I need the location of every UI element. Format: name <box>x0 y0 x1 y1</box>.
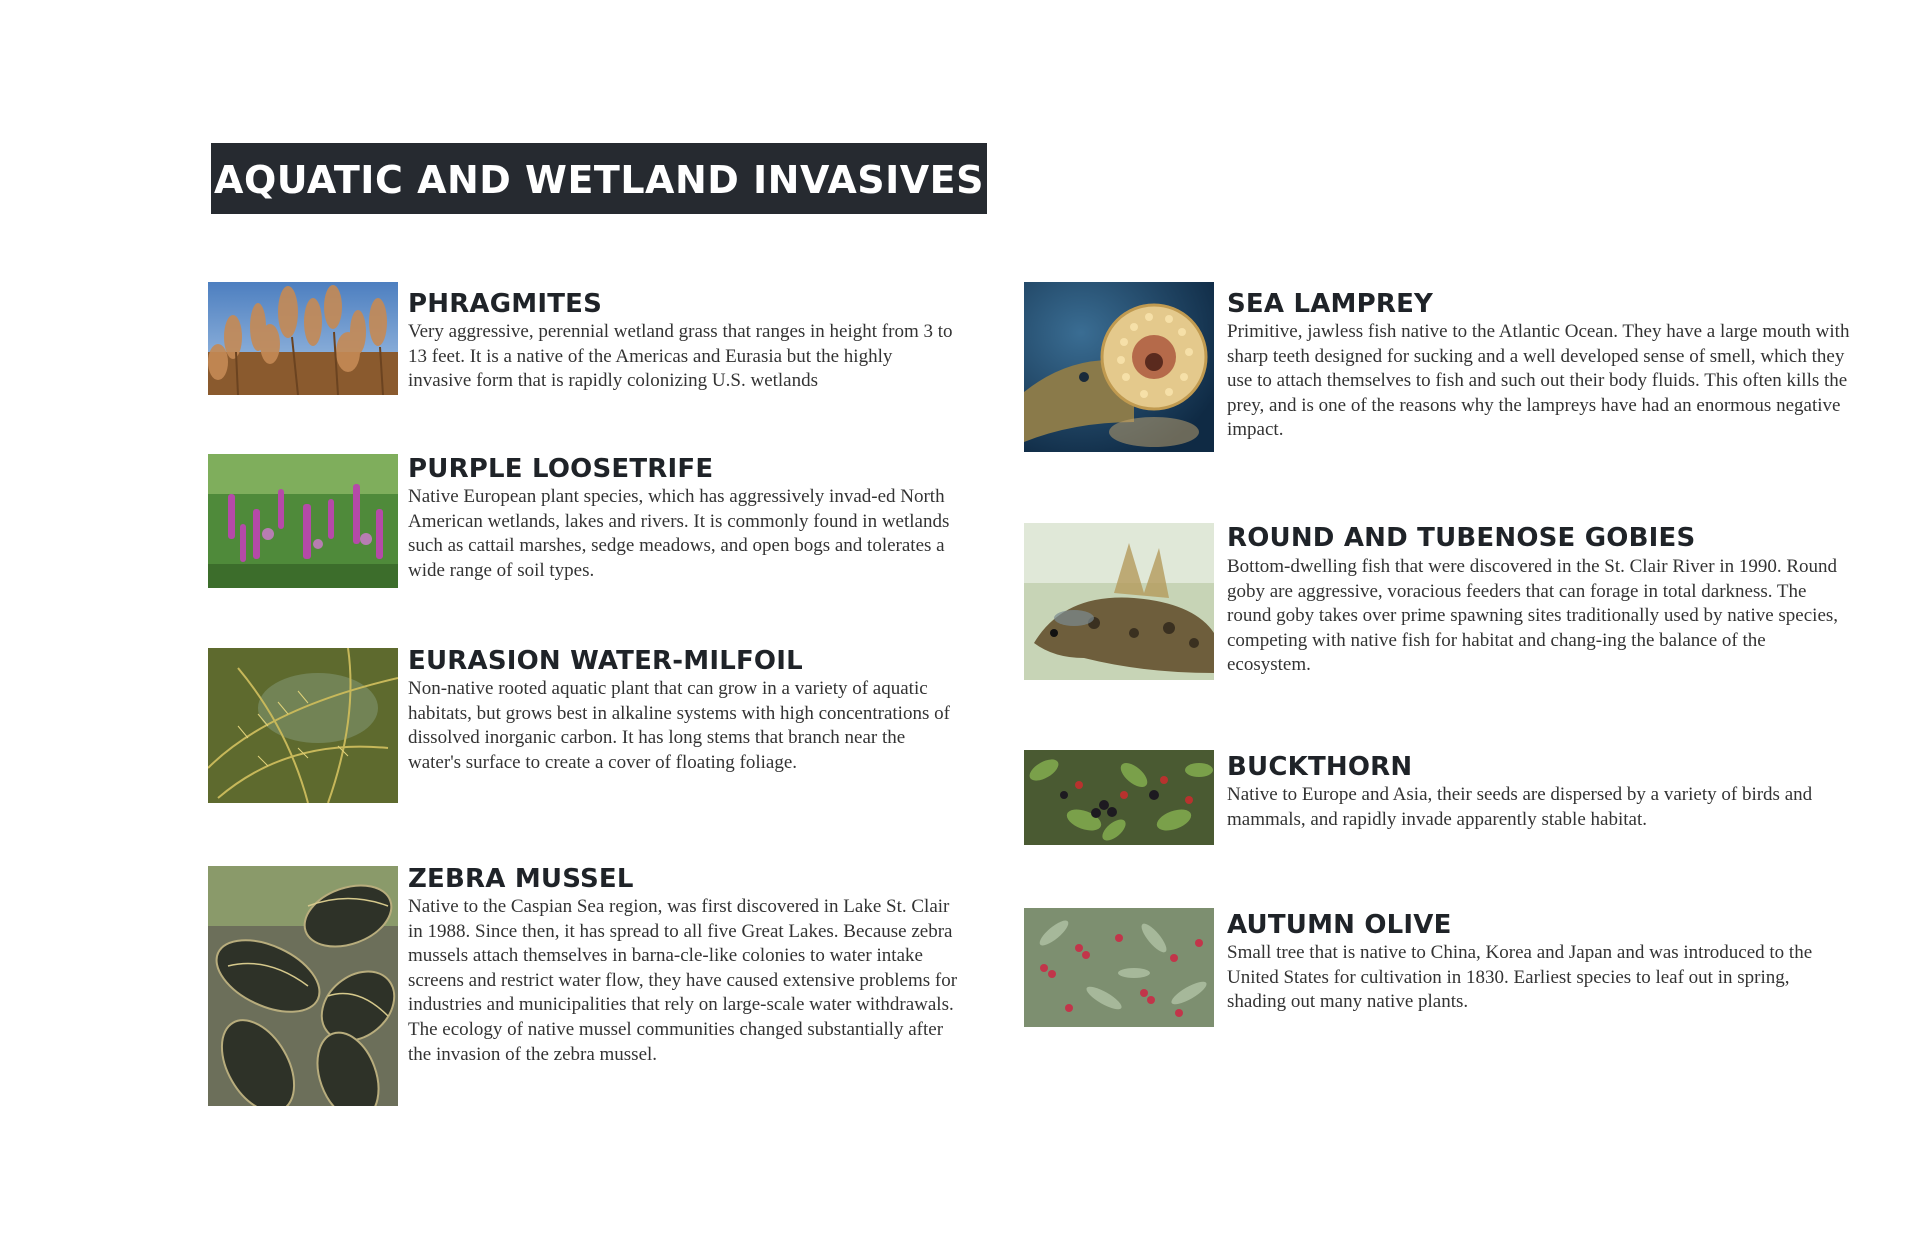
phragmites-photo <box>208 282 398 395</box>
species-description: Small tree that is native to China, Korea and Japan and was introduced to the United States for cultivation in 1830. Earliest species to leaf out in spring, shading out many native plants. <box>1227 942 1813 1013</box>
sea-lamprey-photo <box>1024 282 1214 452</box>
gobies-photo <box>1024 523 1214 680</box>
zebra-mussel-photo <box>208 866 398 1106</box>
species-name: SEA LAMPREY <box>1227 289 1434 319</box>
species-name: BUCKTHORN <box>1227 752 1413 782</box>
buckthorn-photo <box>1024 750 1214 845</box>
species-description: Native to the Caspian Sea region, was first discovered in Lake St. Clair in 1988. Since then, it has spread to all five Great Lakes. Because zebra mussels attach themselves in barna-cle-like colonies to water intake screens and restrict water flow, they have caused extensive problems for industries and municipalities that rely on large-scale water withdrawals. The ecology of native mussel communities changed substantially after the invasion of the zebra mussel. <box>408 896 958 1065</box>
species-name: PURPLE LOOSETRIFE <box>408 454 714 484</box>
species-description: Very aggressive, perennial wetland grass that ranges in height from 3 to 13 feet. It is a native of the Americas and Eurasia but the highly invasive form that is rapidly colonizing U.S. wetlands <box>408 321 953 392</box>
water-milfoil-photo <box>208 648 398 803</box>
species-name: AUTUMN OLIVE <box>1227 910 1452 940</box>
species-name: PHRAGMITES <box>408 289 603 319</box>
species-name: EURASION WATER-MILFOIL <box>408 646 803 676</box>
species-description: Native to Europe and Asia, their seeds are dispersed by a variety of birds and mammals, and rapidly invade apparently stable habitat. <box>1227 784 1813 830</box>
title-banner <box>211 143 987 214</box>
autumn-olive-photo <box>1024 908 1214 1027</box>
species-description: Native European plant species, which has aggressively invad-ed North American wetlands, lakes and rivers. It is commonly found in wetlands such as cattail marshes, sedge meadows, and open bogs and tolerates a wide range of soil types. <box>408 486 950 581</box>
species-description: Primitive, jawless fish native to the Atlantic Ocean. They have a large mouth with sharp teeth designed for sucking and a well developed sense of smell, which they use to attach themselves to fish and such out their body fluids. This often kills the prey, and is one of the reasons why the lampreys have had an enormous negative impact. <box>1227 321 1850 441</box>
species-name: ZEBRA MUSSEL <box>408 864 634 894</box>
species-description: Bottom-dwelling fish that were discovered in the St. Clair River in 1990. Round goby are aggressive, voracious feeders that can forage in total darkness. The round goby takes over prime spawning sites traditionally used by native species, competing with native fish for habitat and chang-ing the balance of the ecosystem. <box>1227 556 1839 676</box>
purple-loosetrife-photo <box>208 454 398 588</box>
species-name: ROUND AND TUBENOSE GOBIES <box>1227 523 1696 553</box>
species-description: Non-native rooted aquatic plant that can grow in a variety of aquatic habitats, but grows best in alkaline systems with high concentrations of dissolved inorganic carbon. It has long stems that branch near the water's surface to create a cover of floating foliage. <box>408 678 950 773</box>
page-title: AQUATIC AND WETLAND INVASIVES <box>214 157 984 202</box>
